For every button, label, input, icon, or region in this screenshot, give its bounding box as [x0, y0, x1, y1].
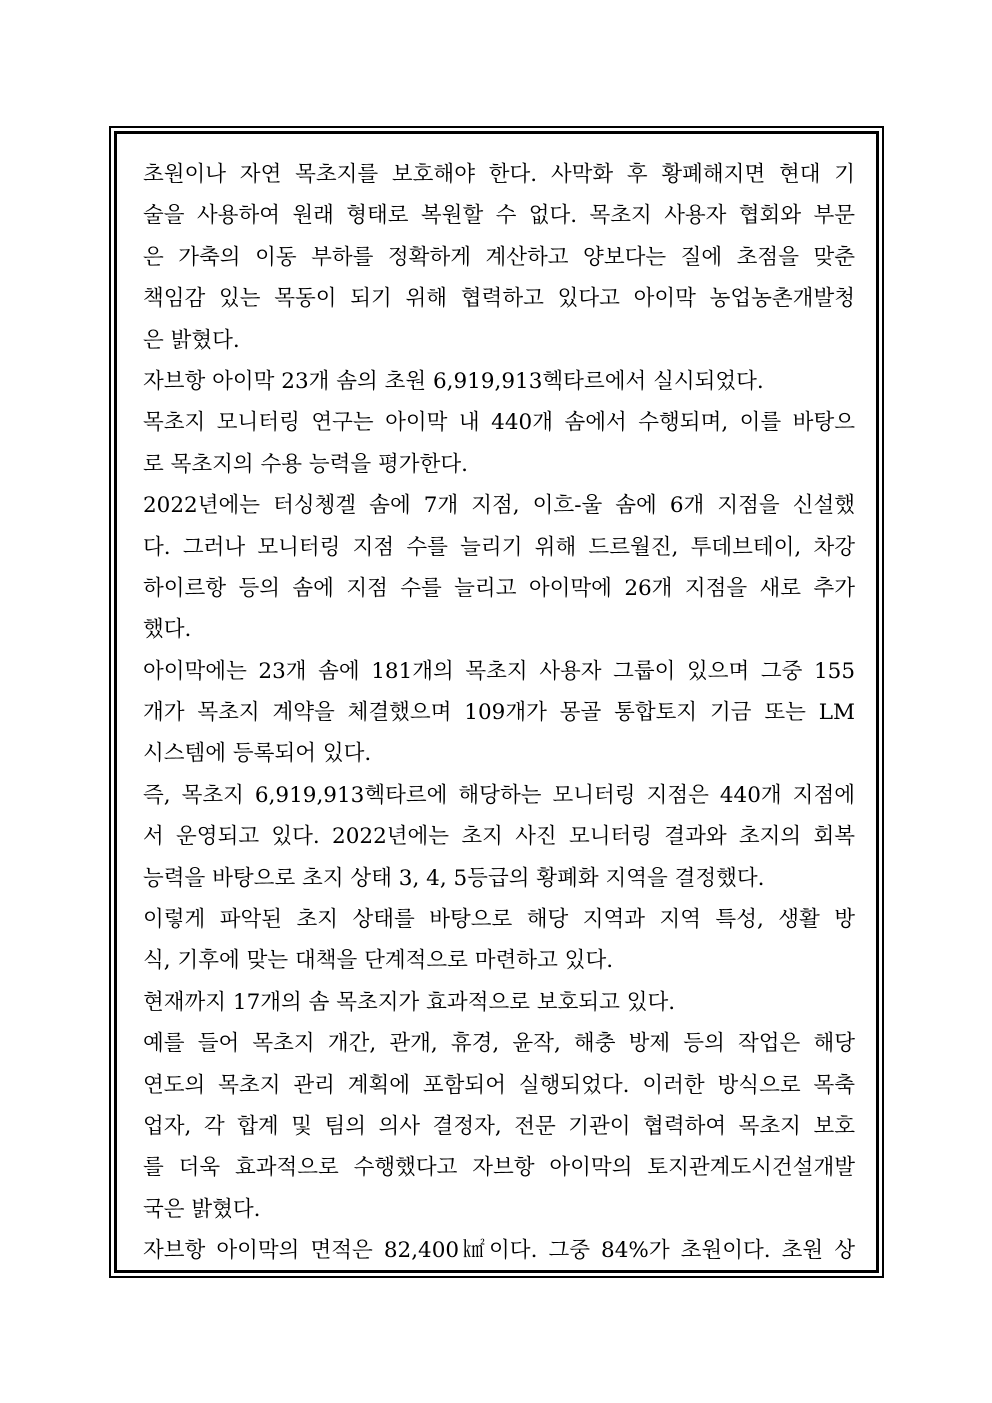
- text-line: 업자, 각 합계 및 팀의 의사 결정자, 전문 기관이 협력하여 목초지 보호: [143, 1113, 855, 1139]
- text-line: 개가 목초지 계약을 체결했으며 109개가 몽골 통합토지 기금 또는 LM: [143, 700, 855, 726]
- text-line: 즉, 목초지 6,919,913헥타르에 해당하는 모니터링 지점은 440개 지점에: [143, 782, 855, 808]
- text-line: 자브항 아이막의 면적은 82,400㎢이다. 그중 84%가 초원이다. 초원 상: [143, 1238, 855, 1264]
- text-line: 시스템에 등록되어 있다.: [143, 741, 372, 767]
- text-line: 이렇게 파악된 초지 상태를 바탕으로 해당 지역과 지역 특성, 생활 방: [143, 907, 855, 933]
- text-line: 초원이나 자연 목초지를 보호해야 한다. 사막화 후 황폐해지면 현대 기: [143, 162, 855, 187]
- text-line: 책임감 있는 목동이 되기 위해 협력하고 있다고 아이막 농업농촌개발청: [143, 286, 855, 312]
- text-line: 자브항 아이막 23개 솜의 초원 6,919,913헥타르에서 실시되었다.: [143, 368, 764, 394]
- text-line: 술을 사용하여 원래 형태로 복원할 수 없다. 목초지 사용자 협회와 부문: [143, 203, 855, 229]
- text-line: 를 더욱 효과적으로 수행했다고 자브항 아이막의 토지관계도시건설개발: [143, 1155, 855, 1181]
- text-line: 다. 그러나 모니터링 지점 수를 늘리기 위해 드르월진, 투데브테이, 차강: [143, 534, 855, 560]
- text-line: 연도의 목초지 관리 계획에 포함되어 실행되었다. 이러한 방식으로 목축: [143, 1072, 855, 1098]
- text-line: 현재까지 17개의 솜 목초지가 효과적으로 보호되고 있다.: [143, 989, 676, 1015]
- text-line: 능력을 바탕으로 초지 상태 3, 4, 5등급의 황폐화 지역을 결정했다.: [143, 865, 765, 891]
- document-body: [143, 154, 855, 1269]
- text-line: 서 운영되고 있다. 2022년에는 초지 사진 모니터링 결과와 초지의 회복: [143, 824, 855, 850]
- text-line: 로 목초지의 수용 능력을 평가한다.: [143, 451, 468, 477]
- text-line: 예를 들어 목초지 개간, 관개, 휴경, 윤작, 해충 방제 등의 작업은 해당: [143, 1031, 855, 1057]
- text-line: 식, 기후에 맞는 대책을 단계적으로 마련하고 있다.: [143, 948, 614, 974]
- text-line: 목초지 모니터링 연구는 아이막 내 440개 솜에서 수행되며, 이를 바탕으: [143, 410, 855, 436]
- text-line: 했다.: [143, 617, 192, 643]
- text-line: 하이르항 등의 솜에 지점 수를 늘리고 아이막에 26개 지점을 새로 추가: [143, 575, 855, 601]
- text-line: 2022년에는 터싱쳉겔 솜에 7개 지점, 이흐-울 솜에 6개 지점을 신설했: [143, 493, 855, 519]
- text-line: 국은 밝혔다.: [143, 1196, 261, 1222]
- text-line: 은 가축의 이동 부하를 정확하게 계산하고 양보다는 질에 초점을 맞춘: [143, 244, 855, 270]
- text-line: 은 밝혔다.: [143, 327, 240, 353]
- text-line: 아이막에는 23개 솜에 181개의 목초지 사용자 그룹이 있으며 그중 155: [143, 658, 855, 684]
